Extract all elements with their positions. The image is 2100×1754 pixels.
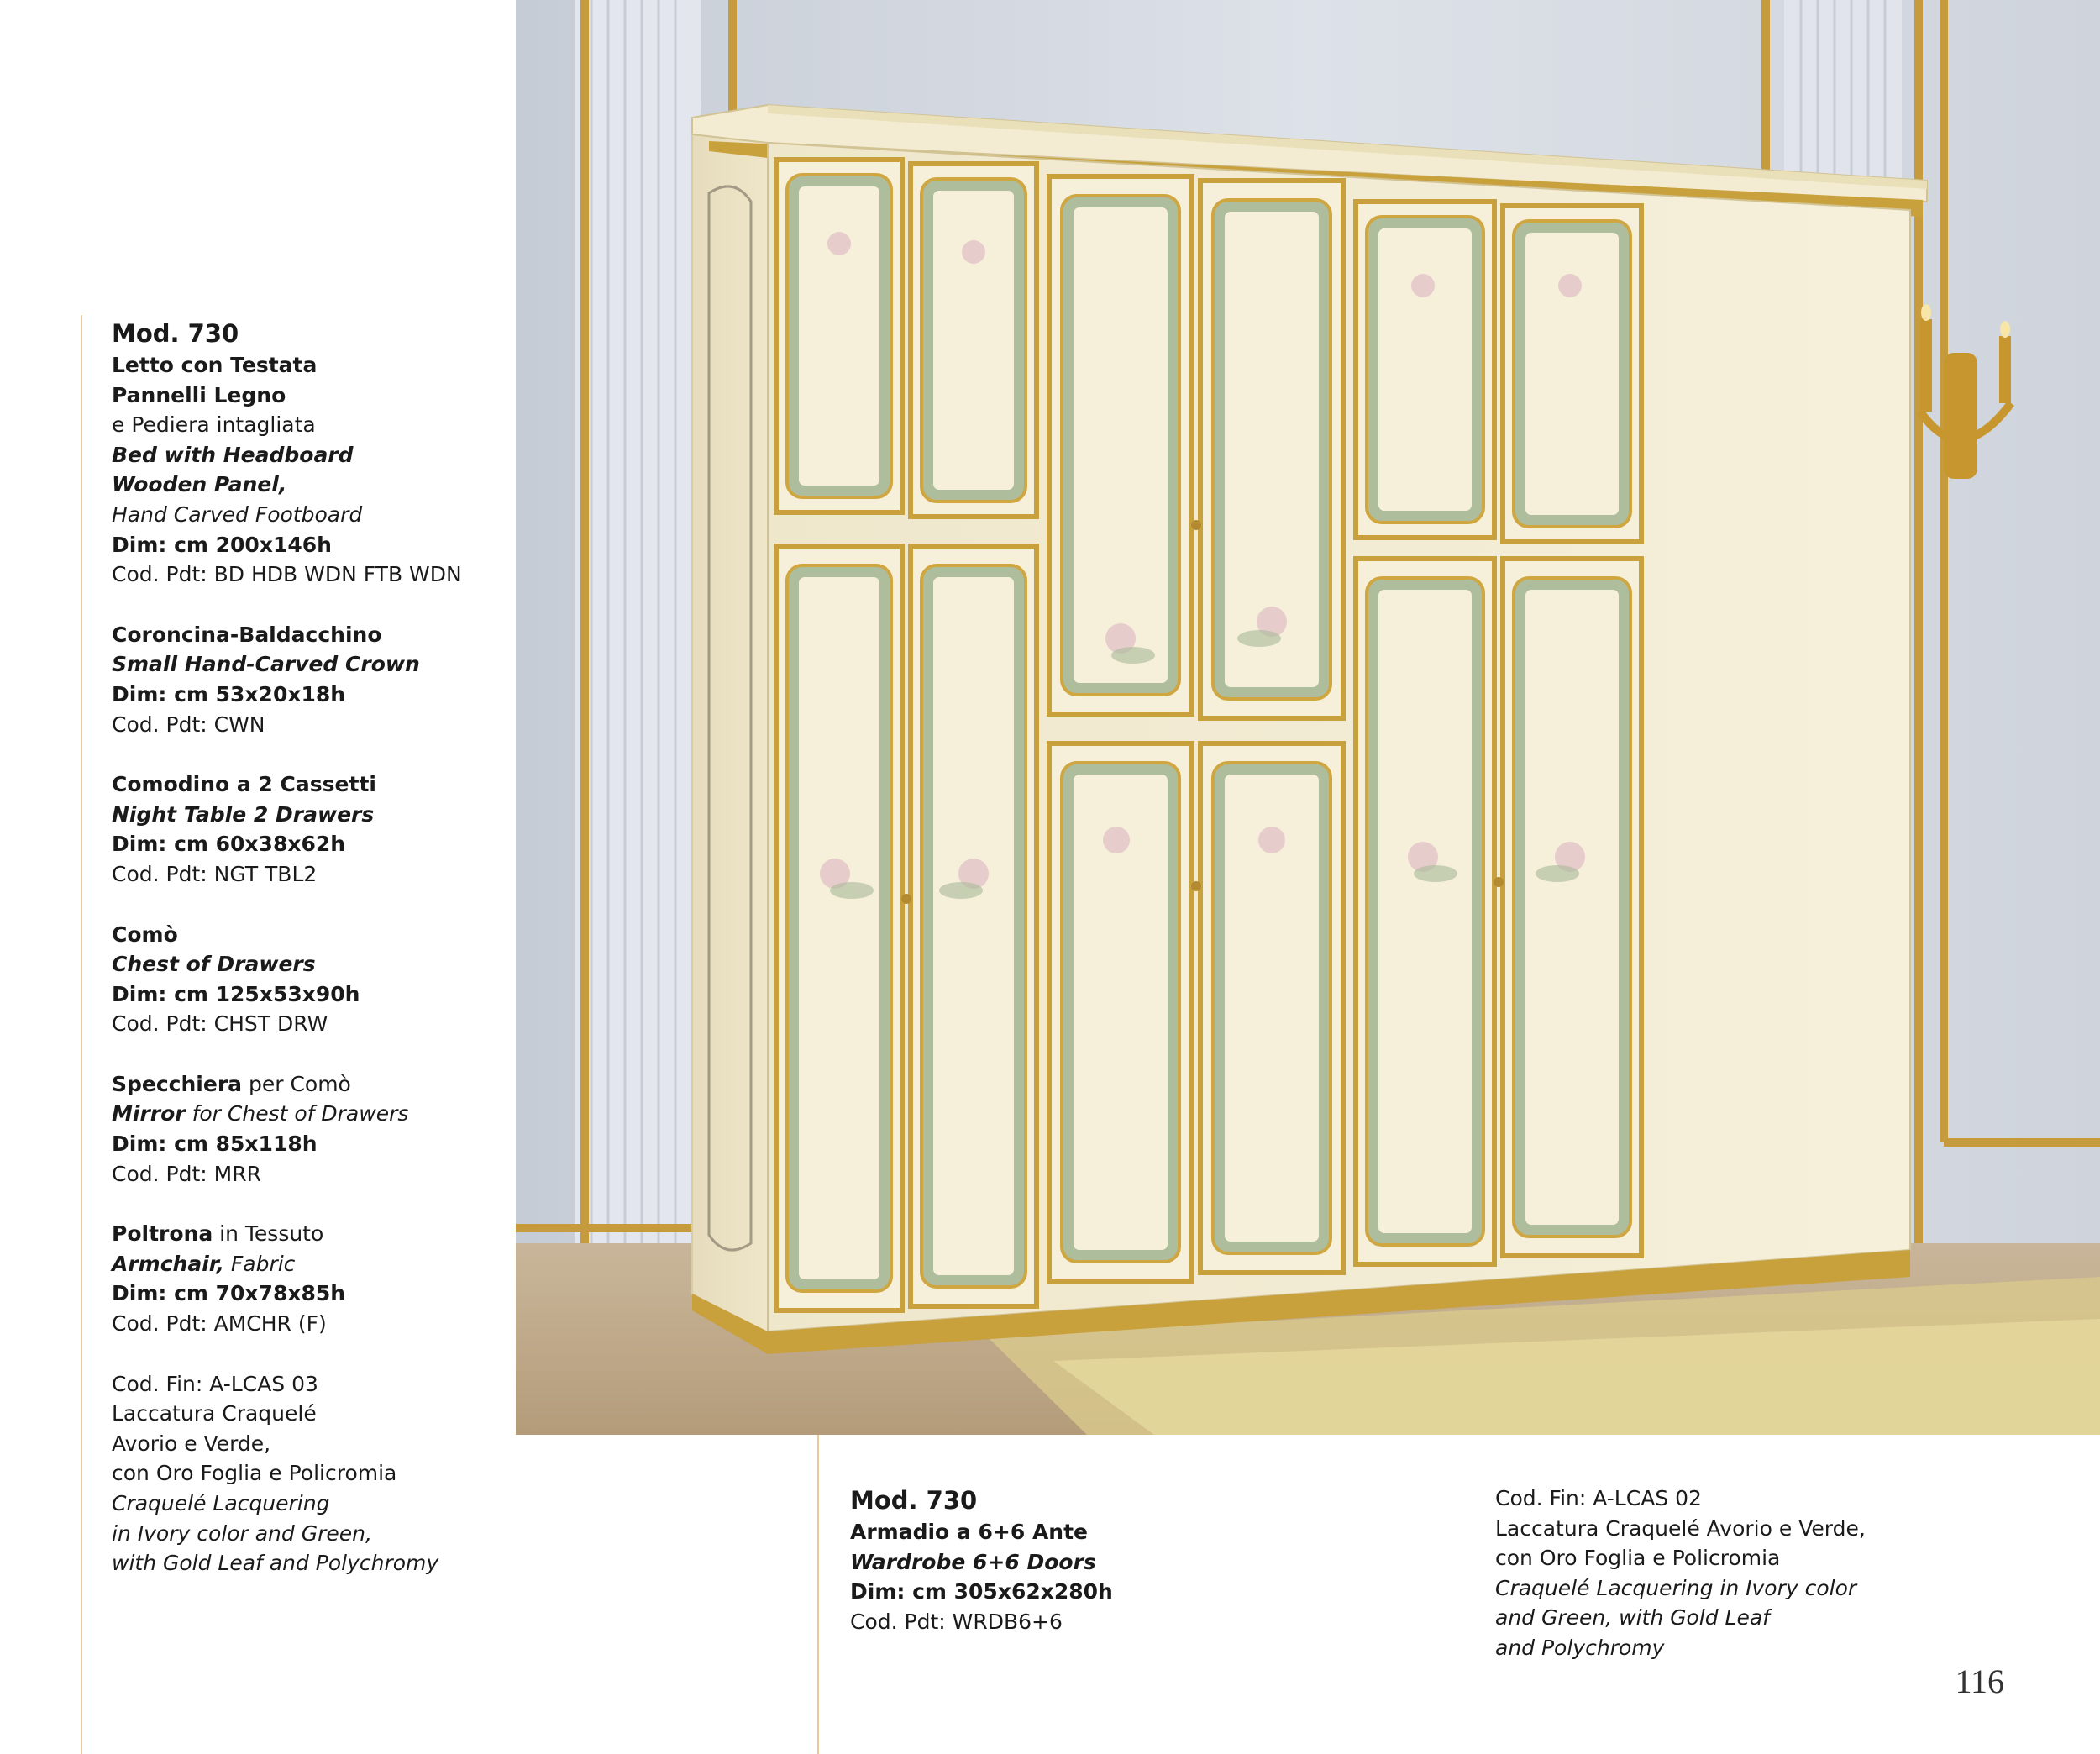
armchair-en-rest: Fabric: [223, 1251, 296, 1276]
wardrobe-model-title: Mod. 730: [850, 1486, 978, 1515]
product-night-table: [112, 769, 490, 889]
mirror-product-code: Cod. Pdt: MRR: [112, 1161, 261, 1186]
mirror-en-rest: for Chest of Drawers: [185, 1101, 409, 1126]
armchair-it-bold: Poltrona: [112, 1221, 213, 1247]
chest-product-code: Cod. Pdt: CHST DRW: [112, 1011, 328, 1037]
left-finish-en-1: Craquelé Lacquering: [112, 1491, 330, 1515]
mirror-it: [112, 1069, 490, 1100]
left-column-rule: [81, 315, 82, 1754]
armchair-en-bold: Armchair,: [112, 1251, 224, 1276]
wardrobe-dimensions: Dim: cm 305x62x280h: [850, 1579, 1113, 1604]
left-finish: [112, 1369, 490, 1578]
armchair-dimensions: Dim: cm 70x78x85h: [112, 1281, 346, 1306]
bed-dimensions: Dim: cm 200x146h: [112, 532, 332, 557]
chest-en: Chest of Drawers: [112, 952, 316, 977]
armchair-it-rest: in Tessuto: [213, 1221, 324, 1247]
wardrobe-finish-en-1: Craquelé Lacquering in Ivory color: [1495, 1575, 1857, 1600]
night-table-en: Night Table 2 Drawers: [112, 801, 375, 827]
product-chest: [112, 920, 490, 1039]
left-finish-en-3: with Gold Leaf and Polychromy: [112, 1551, 439, 1576]
left-column: [112, 317, 490, 1578]
wardrobe-it: Armadio a 6+6 Ante: [850, 1520, 1089, 1544]
wardrobe-finish-en-2: and Green, with Gold Leaf: [1495, 1605, 1770, 1631]
bed-product-code: Cod. Pdt: BD HDB WDN FTB WDN: [112, 562, 462, 587]
left-finish-it-1: Laccatura Craquelé: [112, 1401, 317, 1426]
mirror-it-rest: per Comò: [242, 1071, 351, 1096]
night-table-it: Comodino a 2 Cassetti: [112, 772, 376, 797]
chest-dimensions: Dim: cm 125x53x90h: [112, 981, 360, 1006]
mirror-en-bold: Mirror: [112, 1101, 186, 1126]
left-finish-en-2: in Ivory color and Green,: [112, 1520, 372, 1546]
left-model-title: Mod. 730: [112, 319, 239, 348]
page-number: 116: [1955, 1662, 2004, 1700]
night-table-product-code: Cod. Pdt: NGT TBL2: [112, 861, 318, 886]
mirror-en: [112, 1099, 490, 1129]
left-finish-code: Cod. Fin: A-LCAS 03: [112, 1371, 318, 1396]
crown-en: Small Hand-Carved Crown: [112, 652, 420, 677]
left-finish-it-2: Avorio e Verde,: [112, 1431, 271, 1456]
wardrobe-caption: [850, 1484, 1270, 1636]
bed-en-line2: Wooden Panel,: [112, 472, 287, 497]
mirror-it-bold: Specchiera: [112, 1071, 243, 1096]
left-finish-it-3: con Oro Foglia e Policromia: [112, 1461, 397, 1486]
wardrobe-en: Wardrobe 6+6 Doors: [850, 1549, 1096, 1574]
product-bed: [112, 350, 490, 590]
chest-it: Comò: [112, 922, 178, 947]
product-mirror: [112, 1069, 490, 1189]
wardrobe-finish-code: Cod. Fin: A-LCAS 02: [1495, 1486, 1702, 1510]
crown-dimensions: Dim: cm 53x20x18h: [112, 681, 346, 706]
product-crown: [112, 620, 490, 739]
bed-it-line1: Letto con Testata: [112, 353, 318, 377]
armchair-en: [112, 1249, 490, 1279]
bed-it-line3: e Pediera intagliata: [112, 412, 316, 438]
wardrobe-finish-it-2: con Oro Foglia e Policromia: [1495, 1546, 1781, 1571]
center-column-rule: [817, 1435, 819, 1754]
armchair-product-code: Cod. Pdt: AMCHR (F): [112, 1311, 327, 1337]
wardrobe-finish-en-3: and Polychromy: [1495, 1635, 1665, 1660]
crown-product-code: Cod. Pdt: CWN: [112, 712, 265, 737]
bed-it-line2: Pannelli Legno: [112, 382, 286, 407]
night-table-dimensions: Dim: cm 60x38x62h: [112, 832, 346, 857]
wardrobe-photo: [516, 0, 2100, 1435]
mirror-dimensions: Dim: cm 85x118h: [112, 1132, 318, 1157]
wardrobe-product-code: Cod. Pdt: WRDB6+6: [850, 1609, 1063, 1634]
bed-en-line1: Bed with Headboard: [112, 442, 354, 467]
wardrobe-finish: [1495, 1484, 1999, 1663]
wardrobe-finish-it-1: Laccatura Craquelé Avorio e Verde,: [1495, 1515, 1866, 1541]
bed-en-line3: Hand Carved Footboard: [112, 502, 363, 527]
armchair-it: [112, 1219, 490, 1249]
product-armchair: [112, 1219, 490, 1338]
crown-it: Coroncina-Baldacchino: [112, 622, 382, 647]
